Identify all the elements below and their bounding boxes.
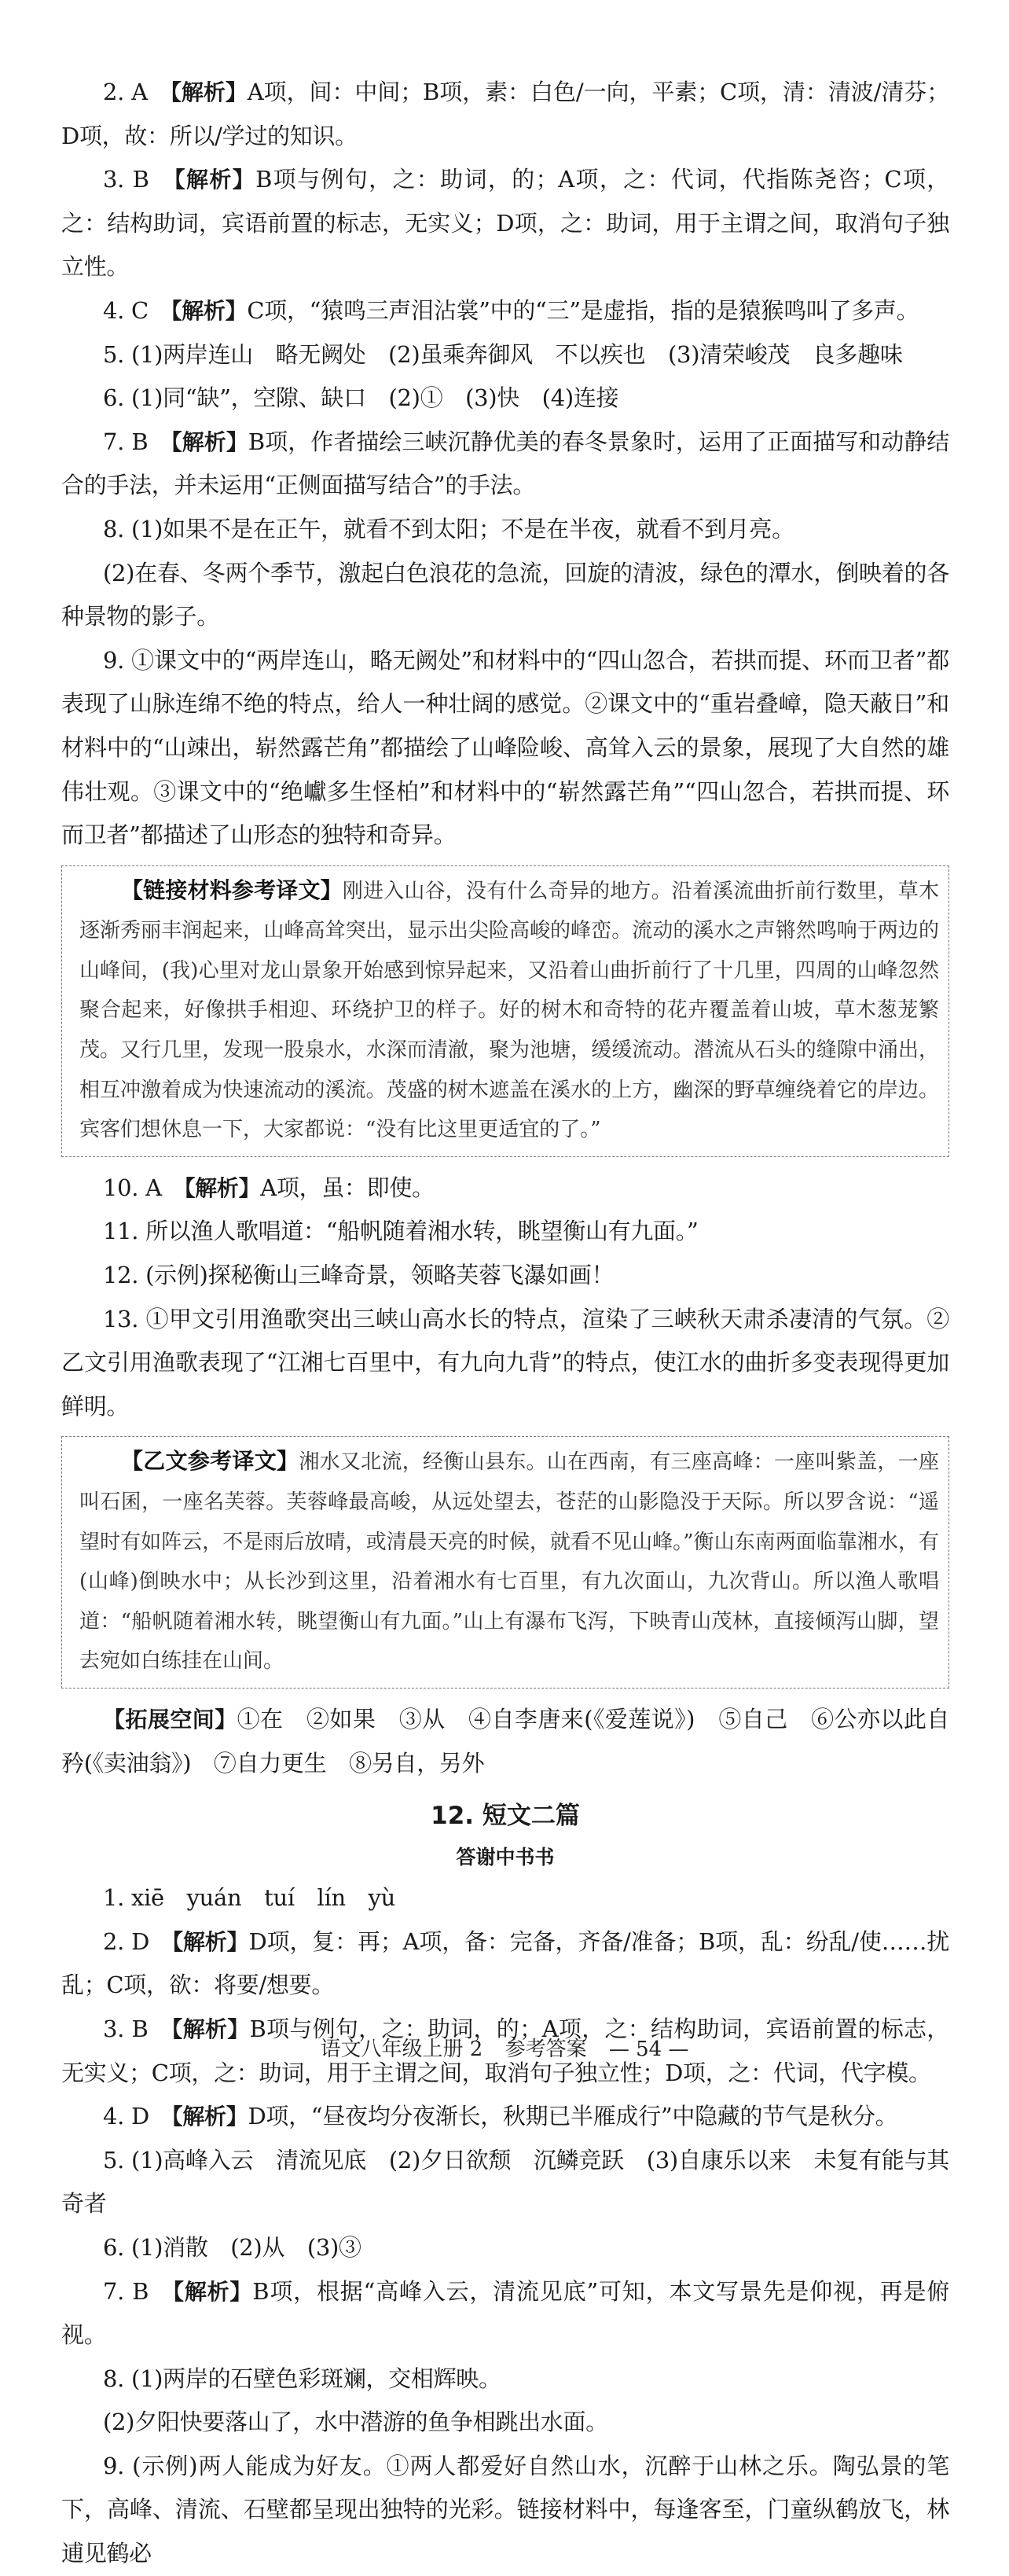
answer-2: 2. A 【解析】A项，间：中间；B项，素：白色/一向，平素；C项，清：清波/清芬；D项，故：所以/学过的知识。 bbox=[61, 79, 949, 149]
analysis-tag: 【解析】 bbox=[173, 2278, 253, 2305]
answer-c-3: 3. B 【解析】B项与例句，之：助词，的；A项，之：结构助词，宾语前置的标志，无实义；C项，之：助词，用于主谓之间，取消句子独立性；D项，之：代词，代字模。 bbox=[61, 2015, 949, 2086]
answer-8-2: (2)在春、冬两个季节，激起白色浪花的急流，回旋的清波，绿色的潭水，倒映着的各种景物的影子。 bbox=[61, 559, 949, 630]
answer-6: 6. (1)同“缺”，空隙、缺口 (2)① (3)快 (4)连接 bbox=[103, 384, 619, 412]
answer-c-8-1: 8. (1)两岸的石壁色彩斑斓，交相辉映。 bbox=[103, 2365, 501, 2392]
answer-c-1: 1. xiē yuán tuí lín yù bbox=[103, 1884, 396, 1912]
footer-section: 参考答案 bbox=[504, 2038, 587, 2061]
answer-c-9: 9. (示例)两人能成为好友。①两人都爱好自然山水，沉醉于山林之乐。陶弘景的笔下，高峰、清流、石壁都呈现出独特的光彩。链接材料中，每逢客至，门童纵鹤放飞，林逋见鹤必 bbox=[61, 2452, 949, 2567]
answer-5: 5. (1)两岸连山 略无阙处 (2)虽乘奔御风 不以疾也 (3)清荣峻茂 良多趣味 bbox=[103, 340, 903, 368]
analysis-tag: 【解析】 bbox=[171, 428, 248, 455]
answer-c-6: 6. (1)消散 (2)从 (3)③ bbox=[103, 2233, 361, 2261]
lesson-subtitle: 答谢中书书 bbox=[456, 1846, 555, 1869]
answer-7: 7. B 【解析】B项，作者描绘三峡沉静优美的春冬景象时，运用了正面描写和动静结合的手法，并未运用“正侧面描写结合”的手法。 bbox=[61, 428, 949, 499]
analysis-tag: 【解析】 bbox=[171, 79, 248, 105]
analysis-tag: 【解析】 bbox=[171, 2104, 248, 2130]
answer-11: 11. 所以渔人歌唱道：“船帆随着湘水转，眺望衡山有九面。” bbox=[103, 1218, 699, 1245]
translation-tag: 【乙文参考译文】 bbox=[121, 1448, 299, 1475]
page-content bbox=[61, 71, 949, 2576]
answer-12: 12. (示例)探秘衡山三峰奇景，领略芙蓉飞瀑如画！ bbox=[103, 1262, 615, 1289]
answer-9: 9. ①课文中的“两岸连山，略无阙处”和材料中的“四山忽合，若拱而提、环而卫者”都表现了山脉连绵不绝的特点，给人一种壮阔的感觉。②课文中的“重岩叠嶂，隐天蔽日”和材料中的“山竦出，崭然露芒角”都描绘了山峰险峻、高耸入云的景象，展现了大自然的雄伟壮观。③课文中的“绝巘多生怪柏”和材料中的“崭然露芒角”“四山忽合，若拱而提、环而卫者”都描述了山形态的独特和奇异。 bbox=[61, 646, 949, 849]
answer-c-4: 4. D 【解析】D项，“昼夜均分夜渐长，秋期已半雁成行”中隐藏的节气是秋分。 bbox=[103, 2103, 898, 2130]
analysis-tag: 【解析】 bbox=[171, 297, 248, 324]
footer-book: 语文八年级上册 2 bbox=[320, 2038, 483, 2061]
lesson-title: 12. 短文二篇 bbox=[431, 1802, 580, 1831]
translation-text: 刚进入山谷，没有什么奇异的地方。沿着溪流曲折前行数里，草木逐渐秀丽丰润起来，山峰高耸突出，显示出尖险高峻的峰峦。流动的溪水之声锵然鸣响于两边的山峰间，(我)心里对龙山景象开始感到惊异起来，又沿着山曲折前行了十几里，四周的山峰忽然聚合起来，好像拱手相迎、环绕护卫的样子。好的树木和奇特的花卉覆盖着山坡，草木葱茏繁茂。又行几里，发现一股泉水，水深而清澈，聚为池塘，缓缓流动。潜流从石头的缝隙中涌出，相互冲激着成为快速流动的溪流。茂盛的树木遮盖在溪水的上方，幽深的野草缠绕着它的岸边。宾客们想休息一下，大家都说：“没有比这里更适宜的了。” bbox=[79, 879, 939, 1142]
page-footer bbox=[0, 2033, 1009, 2062]
analysis-tag: 【解析】 bbox=[171, 2016, 250, 2042]
extension-tag: 【拓展空间】 bbox=[103, 1706, 237, 1733]
answer-c-8-2: (2)夕阳快要落山了，水中潜游的鱼争相跳出水面。 bbox=[103, 2409, 608, 2436]
analysis-tag: 【解析】 bbox=[184, 1174, 261, 1201]
translation-box-link-material bbox=[61, 865, 949, 1157]
translation-text: 湘水又北流，经衡山县东。山在西南，有三座高峰：一座叫紫盖，一座叫石囷，一座名芙蓉。芙蓉峰最高峻，从远处望去，苍茫的山影隐没于天际。所以罗含说：“遥望时有如阵云，不是雨后放晴，或清晨天亮的时候，就看不见山峰。”衡山东南两面临靠湘水，有(山峰)倒映水中；从长沙到这里，沿着湘水有七百里，有九次面山，九次背山。所以渔人歌唱道：“船帆随着湘水转，眺望衡山有九面。”山上有瀑布飞泻，下映青山茂林，直接倾泻山脚，望去宛如白练挂在山间。 bbox=[79, 1450, 939, 1674]
page-number: — 54 — bbox=[608, 2038, 689, 2061]
answer-10: 10. A 【解析】A项，虽：即使。 bbox=[103, 1174, 435, 1201]
answer-13: 13. ①甲文引用渔歌突出三峡山高水长的特点，渲染了三峡秋天肃杀凄清的气氛。②乙文引用渔歌表现了“江湘七百里中，有九向九背”的特点，使江水的曲折多变表现得更加鲜明。 bbox=[61, 1305, 949, 1420]
analysis-tag: 【解析】 bbox=[172, 1928, 249, 1955]
analysis-tag: 【解析】 bbox=[174, 167, 256, 193]
answer-8-1: 8. (1)如果不是在正午，就看不到太阳；不是在半夜，就看不到月亮。 bbox=[103, 515, 794, 542]
extension-space: 【拓展空间】①在 ②如果 ③从 ④自李唐来(《爱莲说》) ⑤自己 ⑥公亦以此自矜(《卖油翁》) ⑦自力更生 ⑧另自，另外 bbox=[61, 1705, 950, 1777]
translation-tag: 【链接材料参考译文】 bbox=[121, 876, 343, 903]
answer-3: 3. B 【解析】B项与例句，之：助词，的；A项，之：代词，代指陈尧咨；C项，之：结构助词，宾语前置的标志，无实义；D项，之：助词，用于主谓之间，取消句子独立性。 bbox=[61, 166, 950, 281]
answer-c-7: 7. B 【解析】B项，根据“高峰入云，清流见底”可知，本文写景先是仰视，再是俯视。 bbox=[61, 2277, 949, 2349]
answer-4: 4. C 【解析】C项，“猿鸣三声泪沾裳”中的“三”是虚指，指的是猿猴鸣叫了多声。 bbox=[103, 296, 919, 324]
answer-c-5: 5. (1)高峰入云 清流见底 (2)夕日欲颓 沉鳞竞跃 (3)自康乐以来 未复有能与其奇者 bbox=[61, 2146, 949, 2218]
answer-c-2: 2. D 【解析】D项，复：再；A项，备：完备，齐备/准备；B项，乱：纷乱/使……扰乱；C项，欲：将要/想要。 bbox=[61, 1927, 949, 1999]
translation-box-passage-b bbox=[61, 1436, 949, 1689]
